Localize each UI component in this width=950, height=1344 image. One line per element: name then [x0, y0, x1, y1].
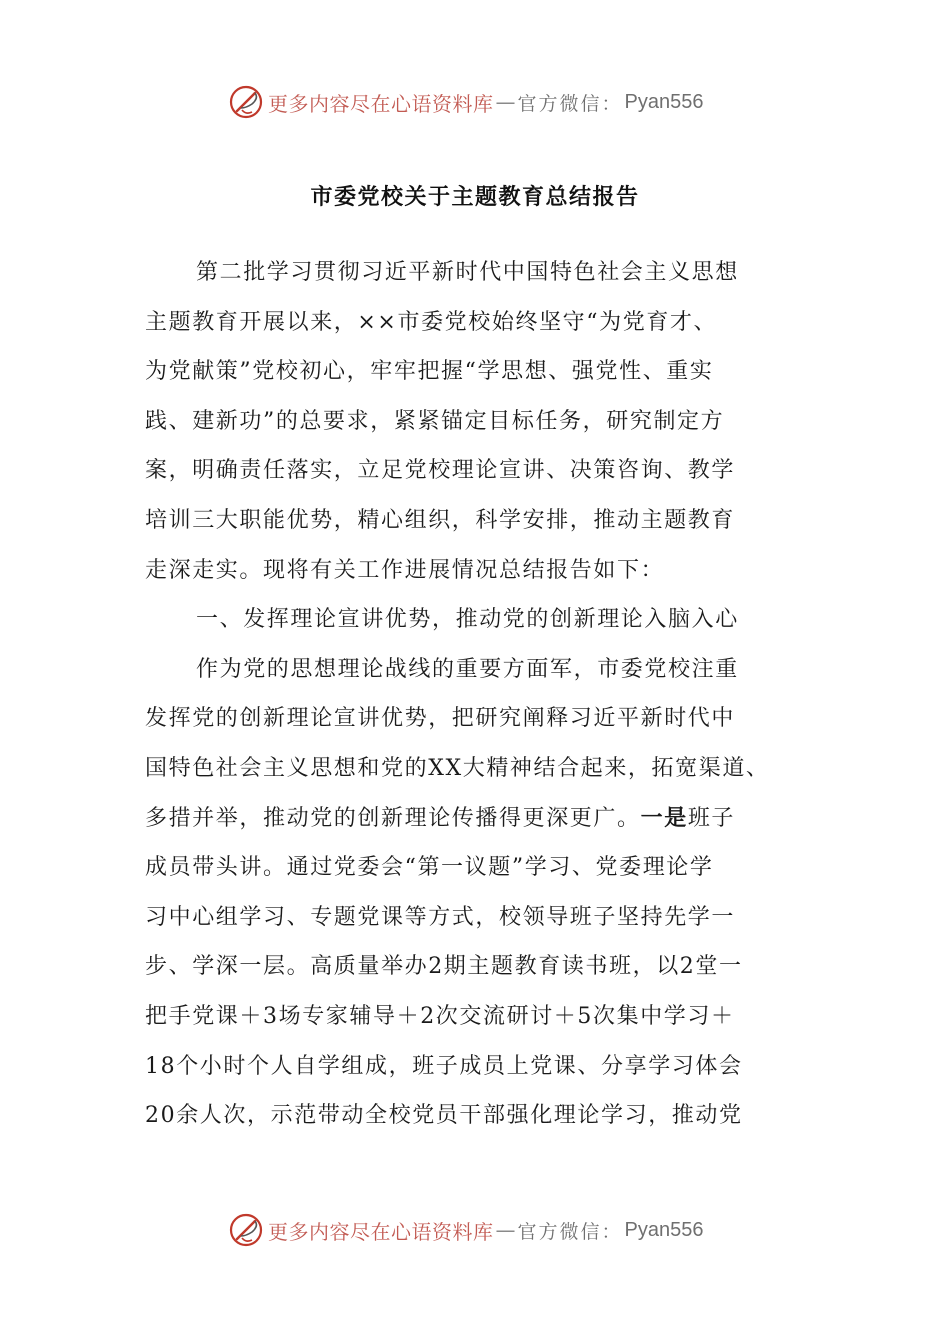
body-line: 为党献策”党校初心，牢牢把握“学思想、强党性、重实	[145, 359, 714, 385]
body-line: 走深走实。现将有关工作进展情况总结报告如下：	[145, 557, 665, 583]
body-line-segment: 班子	[687, 805, 736, 831]
footer-watermark-banner	[228, 1210, 748, 1250]
body-line: 成员带头讲。通过党委会“第一议题”学习、党委理论学	[145, 855, 714, 881]
banner-official-label: 官方微信：	[517, 92, 623, 115]
body-line: 第二批学习贯彻习近平新时代中国特色社会主义思想	[196, 260, 739, 285]
body-line: 习中心组学习、专题党课等方式，校领导班子坚持先学一	[145, 904, 736, 930]
body-line: 20余人次，示范带动全校党员干部强化理论学习，推动党	[145, 1103, 743, 1129]
body-line: 主题教育开展以来，××市委党校始终坚守“为党育才、	[145, 309, 718, 335]
body-line: 作为党的思想理论战线的重要方面军，市委党校注重	[196, 656, 739, 682]
body-line-with-emphasis	[145, 794, 785, 844]
body-line: 把手党课＋3场专家辅导＋2次交流研讨＋5次集中学习＋	[145, 1003, 735, 1029]
banner-official-label: 官方微信：	[517, 1220, 623, 1243]
body-line: 案，明确责任落实，立足党校理论宣讲、决策咨询、教学	[145, 458, 736, 484]
body-line: 培训三大职能优势，精心组织，科学安排，推动主题教育	[145, 507, 736, 533]
quill-logo-icon	[228, 84, 264, 120]
banner-promo-text: 更多内容尽在心语资料库	[268, 1219, 494, 1244]
banner-wechat-id: Pyan556	[624, 90, 704, 113]
header-watermark-banner	[228, 82, 748, 122]
section-heading: 一、发挥理论宣讲优势，推动党的创新理论入脑入心	[196, 607, 739, 633]
document-body	[145, 248, 785, 1141]
banner-wechat-id: Pyan556	[624, 1218, 704, 1241]
banner-promo-text: 更多内容尽在心语资料库	[268, 91, 494, 116]
emphasis-yishi: 一是	[640, 805, 688, 831]
body-line: 发挥党的创新理论宣讲优势，把研究阐释习近平新时代中	[145, 706, 736, 732]
body-line: 步、学深一层。高质量举办2期主题教育读书班，以2堂一	[145, 954, 743, 980]
body-line: 国特色社会主义思想和党的XX大精神结合起来，拓宽渠道、	[145, 755, 770, 781]
document-title: 市委党校关于主题教育总结报告	[310, 185, 640, 210]
body-line: 践、建新功”的总要求，紧紧锚定目标任务，研究制定方	[145, 408, 725, 434]
quill-logo-icon	[228, 1212, 264, 1248]
banner-dash: —	[495, 90, 516, 114]
banner-dash: —	[495, 1218, 516, 1242]
body-line: 18个小时个人自学组成，班子成员上党课、分享学习体会	[145, 1053, 743, 1079]
body-line-segment: 多措并举，推动党的创新理论传播得更深更广。	[145, 805, 641, 831]
